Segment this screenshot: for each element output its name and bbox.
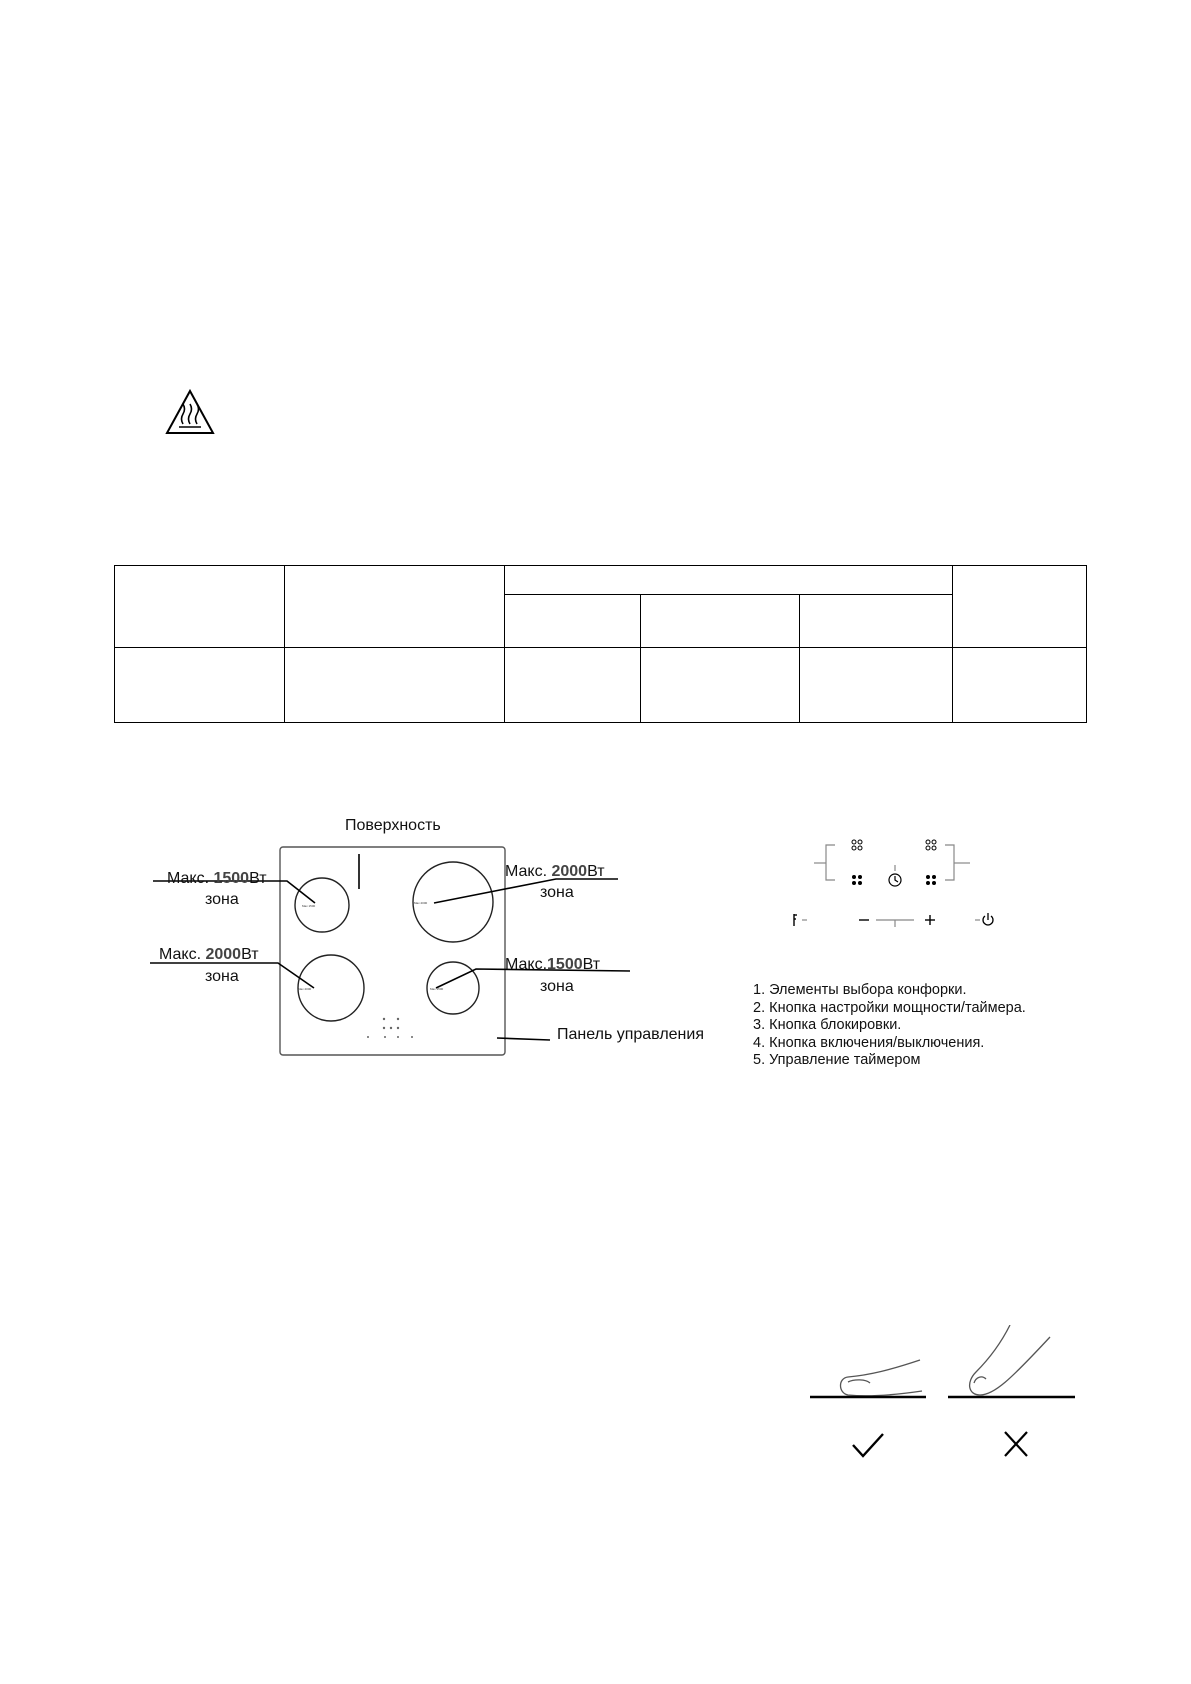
burner-dots-filled-icon (852, 875, 936, 885)
table-cell (285, 648, 505, 723)
timer-clock-icon (889, 874, 901, 886)
zone-suffix-bottom-right: зона (540, 978, 574, 995)
zone-label-bottom-right: Макс.1500Вт (505, 956, 601, 973)
hot-surface-warning-icon (164, 388, 216, 436)
hob-diagram (150, 812, 720, 1062)
hob-surface-outline (280, 847, 505, 1055)
correct-touch-finger (841, 1360, 923, 1396)
legend-item: 5. Управление таймером (753, 1052, 921, 1069)
zone-suffix-bottom-left: зона (205, 968, 239, 985)
zone-label-top-left: Макс. 1500Вт (167, 870, 267, 887)
table-cell (115, 648, 285, 723)
lock-key-icon (794, 914, 797, 926)
table-cell (953, 648, 1087, 723)
zone-suffix-top-left: зона (205, 891, 239, 908)
control-panel-label: Панель управления (557, 1026, 704, 1043)
table-cell (800, 648, 953, 723)
zone-label-bottom-left: Макс. 2000Вт (159, 946, 259, 963)
table-header-cell (285, 566, 505, 648)
svg-text:Max 2000: Max 2000 (298, 987, 312, 991)
specification-table (114, 565, 1087, 723)
zone-suffix-top-right: зона (540, 884, 574, 901)
legend-item: 2. Кнопка настройки мощности/таймера. (753, 999, 1026, 1016)
legend-item: 1. Элементы выбора конфорки. (753, 982, 967, 998)
table-subheader-cell (505, 595, 641, 648)
burner-dots-icon (852, 840, 936, 850)
surface-label: Поверхность (345, 817, 441, 834)
touch-guide-illustration (810, 1325, 1075, 1475)
svg-text:Max 1500: Max 1500 (302, 904, 316, 908)
table-cell (641, 648, 800, 723)
cross-icon (1005, 1432, 1027, 1456)
control-panel-marks (367, 1018, 413, 1038)
zone-label-top-right: Макс. 2000Вт (505, 863, 605, 880)
wrong-touch-finger (970, 1325, 1050, 1395)
power-icon (983, 913, 993, 925)
table-header-cell (953, 566, 1087, 648)
table-subheader-cell (800, 595, 953, 648)
plus-icon (925, 915, 935, 925)
legend-item: 4. Кнопка включения/выключения. (753, 1034, 985, 1051)
checkmark-icon (853, 1434, 883, 1456)
table-row (115, 648, 1087, 723)
table-header-cell (115, 566, 285, 648)
table-header-group-cell (505, 566, 953, 595)
control-panel-legend (753, 982, 1026, 1070)
legend-item: 3. Кнопка блокировки. (753, 1017, 902, 1034)
svg-text:Max 1500: Max 1500 (430, 987, 444, 991)
svg-text:Max 2000: Max 2000 (414, 901, 428, 905)
table-cell (505, 648, 641, 723)
table-subheader-cell (641, 595, 800, 648)
control-panel-diagram (780, 835, 1000, 935)
